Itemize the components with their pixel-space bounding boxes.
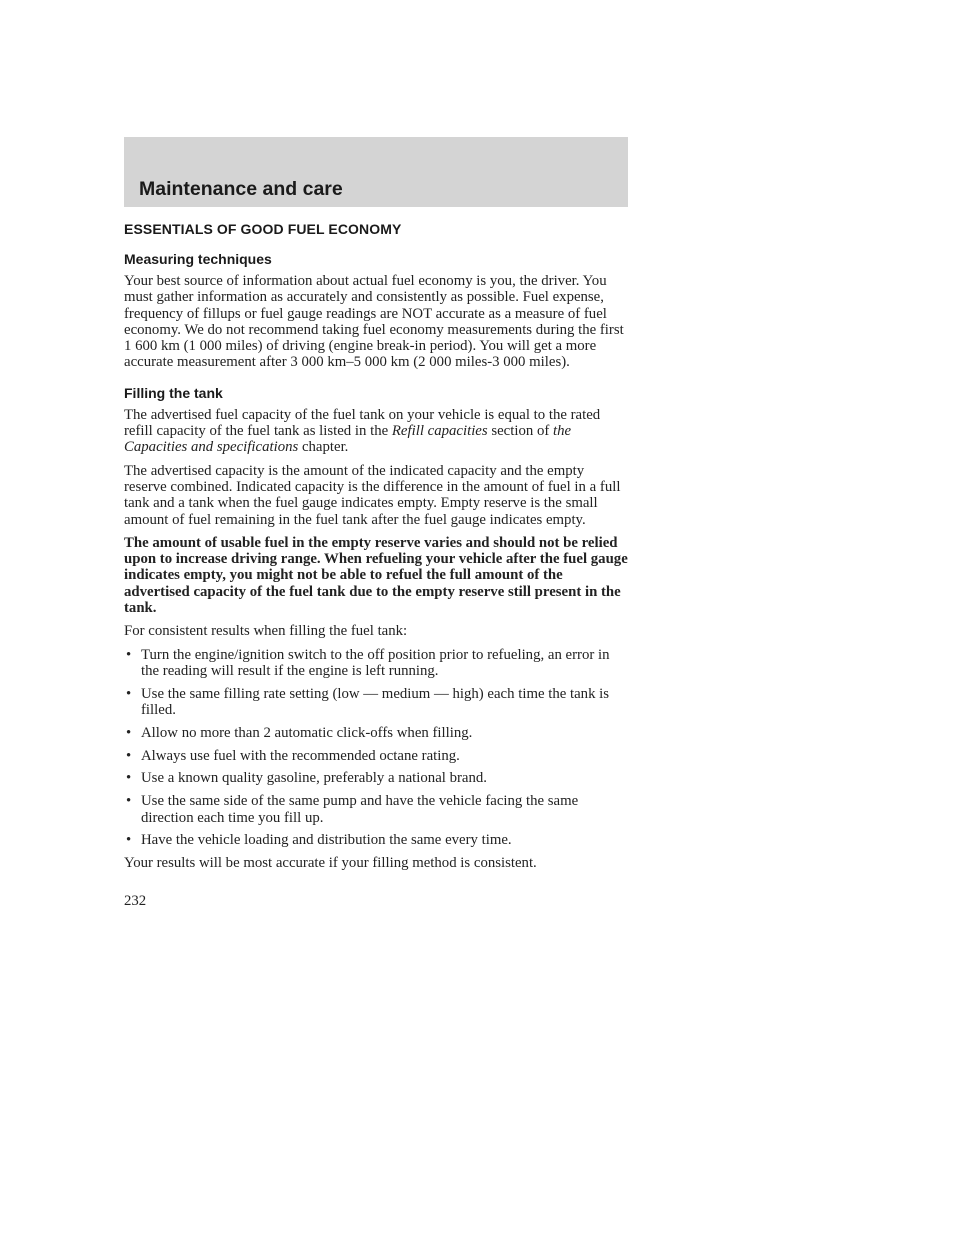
- list-item: • Use the same side of the same pump and have the vehicle facing the same direction each time you fill up.: [126, 793, 579, 826]
- filling-heading: Filling the tank: [124, 384, 223, 401]
- filling-tips-list: [124, 647, 628, 849]
- measuring-paragraph: Your best source of information about actual fuel economy is you, the driver. You must gather information as accurately and consistently as possible. Fuel expense, frequency of fillups or fuel gauge readings are NOT accurate as a measure of fuel economy. We do not recommend taking fuel economy measurements during the first 1 600 km (1 000 miles) of driving (engine break-in period). You will get a more accurate measurement after 3 000 km–5 000 km (2 000 miles-3 000 miles).: [124, 273, 624, 371]
- filling-p1-text-a: The advertised fuel capacity of the fuel tank on your vehicle is equal to the rated refill capacity of the fuel tank as listed in the: [124, 406, 601, 440]
- list-item: • Use the same filling rate setting (low — medium — high) each time the tank is filled.: [126, 685, 610, 719]
- measuring-heading: Measuring techniques: [124, 251, 272, 267]
- list-item: • Always use fuel with the recommended octane rating.: [126, 747, 460, 764]
- filling-p1-text-b: section of: [487, 423, 553, 440]
- filling-intro: For consistent results when filling the fuel tank:: [124, 623, 408, 640]
- bullet-icon: •: [126, 646, 132, 663]
- bullet-icon: •: [126, 724, 132, 741]
- filling-closing: Your results will be most accurate if your filling method is consistent.: [124, 855, 537, 872]
- bullet-icon: •: [126, 685, 132, 702]
- empty-reserve-warning: The amount of usable fuel in the empty reserve varies and should not be relied upon to increase driving range. When refueling your vehicle after the fuel gauge indicates empty, you might not be able to refuel the full amount of the advertised capacity of the fuel tank due to the empty reserve still present in the tank.: [124, 534, 628, 617]
- refill-capacities-ref: Refill capacities: [391, 423, 488, 440]
- bullet-icon: •: [126, 832, 132, 849]
- list-item: • Allow no more than 2 automatic click-offs when filling.: [126, 724, 473, 741]
- bullet-icon: •: [126, 793, 132, 810]
- filling-p1-text-c: chapter.: [298, 439, 349, 456]
- capacities-chapter-ref: the Capacities and specifications: [124, 423, 572, 456]
- page-content: [124, 221, 628, 910]
- list-item: • Use a known quality gasoline, preferably a national brand.: [126, 770, 487, 787]
- list-item: • Have the vehicle loading and distribution the same every time.: [126, 832, 512, 849]
- filling-paragraph-1: [124, 407, 628, 456]
- bullet-icon: •: [126, 770, 132, 787]
- bullet-icon: •: [126, 747, 132, 764]
- chapter-header-band: [124, 137, 628, 207]
- manual-page: [124, 137, 628, 910]
- filling-paragraph-2: The advertised capacity is the amount of the indicated capacity and the empty reserve combined. Indicated capacity is the difference in the amount of fuel in a full tank and a tank when the fuel gauge indicates empty. Empty reserve is the small amount of fuel remaining in the fuel tank after the fuel gauge indicates empty.: [124, 462, 621, 528]
- list-item: • Turn the engine/ignition switch to the off position prior to refueling, an error in the reading will result if the engine is left running.: [126, 646, 610, 679]
- section-title: ESSENTIALS OF GOOD FUEL ECONOMY: [124, 221, 402, 237]
- page-number: 232: [124, 893, 147, 910]
- chapter-title: Maintenance and care: [139, 178, 343, 200]
